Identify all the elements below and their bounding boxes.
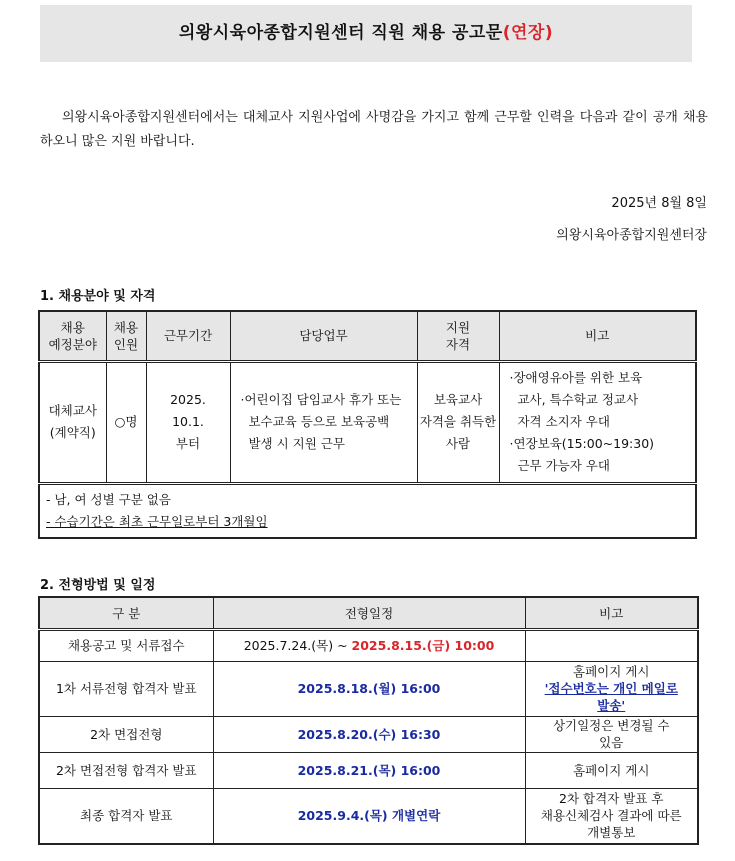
table-row <box>39 361 696 483</box>
cell-qualification: 보육교사 자격을 취득한 사람 <box>417 361 499 483</box>
header-note: 비고 <box>499 311 696 361</box>
table-row <box>39 661 698 716</box>
notice-date: 2025년 8월 8일 <box>611 196 707 211</box>
cell-schedule: 2025.8.18.(월) 16:00 <box>213 661 525 716</box>
cell-schedule: 2025.7.24.(목) ~ 2025.8.15.(금) 10:00 <box>213 629 525 661</box>
header-duty: 담당업무 <box>230 311 417 361</box>
title-main: 의왕시육아종합지원센터 직원 채용 공고문 <box>178 23 503 43</box>
table-row <box>39 788 698 844</box>
cell-note: 2차 합격자 발표 후 채용신체검사 결과에 따른 개별통보 <box>525 788 698 844</box>
cell-schedule: 2025.8.20.(수) 16:30 <box>213 716 525 752</box>
section2-title: 2. 전형방법 및 일정 <box>40 578 156 593</box>
header-count: 채용 인원 <box>106 311 146 361</box>
cell-category: 2차 면접전형 <box>39 716 213 752</box>
header-schedule: 전형일정 <box>213 597 525 629</box>
cell-category: 2차 면접전형 합격자 발표 <box>39 752 213 788</box>
table-header-row <box>39 597 698 629</box>
cell-note: ·장애영유아를 위한 보육 교사, 특수학교 정교사 자격 소지자 우대 ·연장보육(15:00~19:30) 근무 가능자 우대 <box>499 361 696 483</box>
intro-paragraph: 의왕시육아종합지원센터에서는 대체교사 지원사업에 사명감을 가지고 함께 근무할 인력을 다음과 같이 공개 채용하오니 많은 지원 바랍니다. <box>40 110 708 149</box>
cell-note: 상기일정은 변경될 수 있음 <box>525 716 698 752</box>
table-row <box>39 716 698 752</box>
recruitment-table <box>38 310 697 539</box>
cell-category: 채용공고 및 서류접수 <box>39 629 213 661</box>
header-note: 비고 <box>525 597 698 629</box>
table-footer-row <box>39 483 696 538</box>
cell-field: 대체교사 (계약직) <box>39 361 106 483</box>
header-period: 근무기간 <box>146 311 230 361</box>
cell-category: 최종 합격자 발표 <box>39 788 213 844</box>
cell-note <box>525 629 698 661</box>
title-suffix: (연장) <box>502 23 554 43</box>
cell-schedule: 2025.8.21.(목) 16:00 <box>213 752 525 788</box>
header-field: 채용 예정분야 <box>39 311 106 361</box>
cell-note: 홈페이지 게시 '접수번호는 개인 메일로 발송' <box>525 661 698 716</box>
table-header-row <box>39 311 696 361</box>
cell-duty: ·어린이집 담임교사 휴가 또는 보수교육 등으로 보육공백 발생 시 지원 근무 <box>230 361 417 483</box>
cell-category: 1차 서류전형 합격자 발표 <box>39 661 213 716</box>
cell-period: 2025. 10.1. 부터 <box>146 361 230 483</box>
issuer-name: 의왕시육아종합지원센터장 <box>556 228 707 243</box>
table-row <box>39 629 698 661</box>
schedule-table <box>38 596 699 845</box>
header-qualification: 지원 자격 <box>417 311 499 361</box>
header-category: 구 분 <box>39 597 213 629</box>
document-title <box>40 5 692 62</box>
cell-schedule: 2025.9.4.(목) 개별연락 <box>213 788 525 844</box>
cell-footer-notes: - 남, 여 성별 구분 없음 - 수습기간은 최초 근무일로부터 3개월임 <box>39 483 696 538</box>
cell-count: ○명 <box>106 361 146 483</box>
cell-note: 홈페이지 게시 <box>525 752 698 788</box>
table-row <box>39 752 698 788</box>
section1-title: 1. 채용분야 및 자격 <box>40 289 156 304</box>
